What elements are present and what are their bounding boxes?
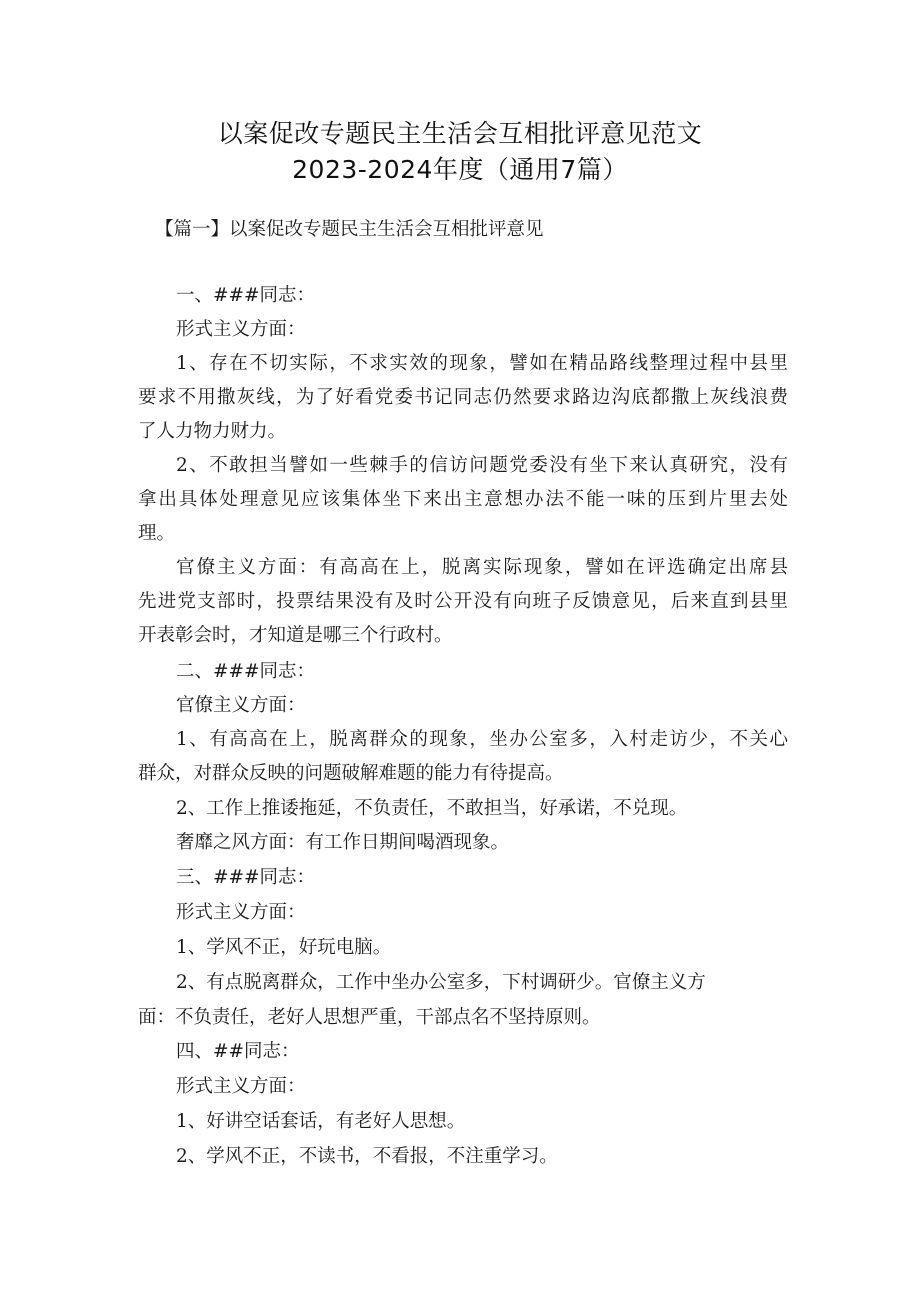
section-heading: 【篇一】以案促改专题民主生活会互相批评意见 [155, 219, 544, 240]
paragraph-line: 1、学风不正，好玩电脑。 [176, 937, 392, 958]
paragraph-line: 开表彰会时，才知道是哪三个行政村。 [138, 625, 453, 646]
paragraph-line: 形式主义方面： [176, 319, 306, 340]
paragraph-line: 一、###同志： [176, 285, 316, 306]
paragraph-line: 官僚主义方面：有高高在上，脱离实际现象，譬如在评选确定出席县 [176, 557, 788, 578]
document-title-line-1: 以案促改专题民主生活会互相批评意见范文 [217, 119, 703, 148]
paragraph-line: 先进党支部时，投票结果没有及时公开没有向班子反馈意见，后来直到县里 [138, 591, 788, 612]
document-title-line-2: 2023-2024年度（通用7篇） [292, 155, 628, 184]
paragraph-line: 2、不敢担当譬如一些棘手的信访问题党委没有坐下来认真研究，没有 [176, 455, 788, 476]
paragraph-line: 了人力物力财力。 [138, 421, 287, 442]
paragraph-line: 二、###同志： [176, 661, 316, 682]
paragraph-line: 理。 [138, 523, 176, 544]
paragraph-line: 面：不负责任，老好人思想严重，干部点名不坚持原则。 [138, 1007, 601, 1028]
paragraph-line: 拿出具体处理意见应该集体坐下来出主意想办法不能一味的压到片里去处 [138, 489, 788, 510]
paragraph-line: 2、工作上推诿拖延，不负责任，不敢担当，好承诺，不兑现。 [176, 798, 688, 819]
paragraph-line: 形式主义方面： [176, 902, 306, 923]
paragraph-line: 形式主义方面： [176, 1076, 306, 1097]
paragraph-line: 官僚主义方面： [176, 695, 306, 716]
paragraph-line: 2、学风不正，不读书，不看报，不注重学习。 [176, 1146, 558, 1167]
paragraph-line: 1、有高高在上，脱离群众的现象，坐办公室多，入村走访少，不关心 [176, 729, 788, 750]
paragraph-line: 四、##同志： [176, 1041, 300, 1062]
paragraph-line: 三、###同志： [176, 867, 316, 888]
paragraph-line: 1、存在不切实际，不求实效的现象，譬如在精品路线整理过程中县里 [176, 353, 788, 374]
paragraph-line: 群众，对群众反映的问题破解难题的能力有待提高。 [138, 763, 564, 784]
paragraph-line: 1、好讲空话套话，有老好人思想。 [176, 1111, 466, 1132]
paragraph-line: 要求不用撒灰线，为了好看党委书记同志仍然要求路边沟底都撒上灰线浪费 [138, 387, 788, 408]
paragraph-line: 奢靡之风方面：有工作日期间喝酒现象。 [176, 832, 510, 853]
paragraph-line: 2、有点脱离群众，工作中坐办公室多，下村调研少。官僚主义方 [176, 972, 706, 993]
